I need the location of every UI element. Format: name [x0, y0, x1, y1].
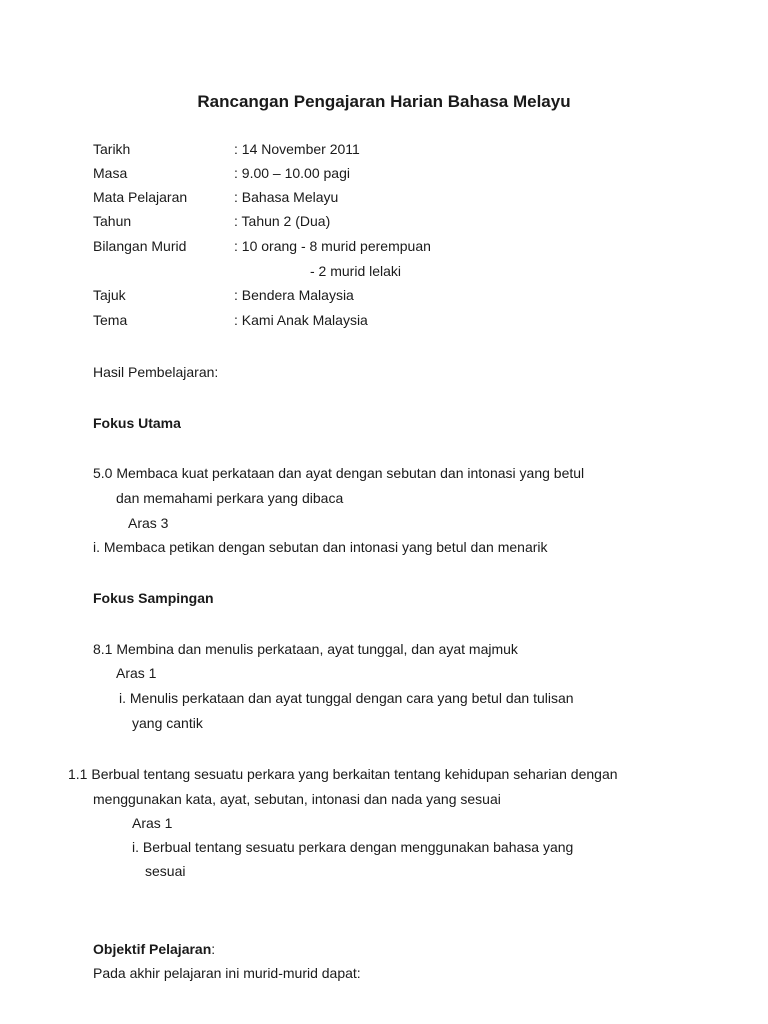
section-11-line2: menggunakan kata, ayat, sebutan, intonasi dan nada yang sesuai — [93, 791, 501, 807]
fokus-utama-line2: dan memahami perkara yang dibaca — [116, 490, 344, 506]
info-value-tema: : Kami Anak Malaysia — [234, 312, 368, 328]
objektif-heading-line — [93, 940, 215, 958]
info-value-murid-lelaki: - 2 murid lelaki — [310, 263, 402, 279]
info-label-tahun: Tahun — [93, 213, 132, 229]
fokus-utama-line1: 5.0 Membaca kuat perkataan dan ayat dengan sebutan dan intonasi yang betul — [93, 465, 585, 481]
info-label-tarikh: Tarikh — [93, 141, 131, 157]
info-value-bilangan-murid: : 10 orang - 8 murid perempuan — [234, 238, 431, 254]
info-value-masa: : 9.00 – 10.00 pagi — [234, 165, 350, 181]
objektif-heading: Objektif Pelajaran — [93, 941, 212, 957]
info-value-mata-pelajaran: : Bahasa Melayu — [234, 189, 339, 205]
hasil-pembelajaran-label: Hasil Pembelajaran: — [93, 364, 219, 380]
section-11-line1: 1.1 Berbual tentang sesuatu perkara yang berkaitan tentang kehidupan seharian dengan — [68, 766, 618, 782]
fokus-sampingan-heading: Fokus Sampingan — [93, 590, 214, 606]
info-label-bilangan-murid: Bilangan Murid — [93, 238, 187, 254]
info-value-tajuk: : Bendera Malaysia — [234, 287, 354, 303]
fokus-sampingan-item1: i. Menulis perkataan dan ayat tunggal dengan cara yang betul dan tulisan — [119, 690, 574, 706]
section-11-item2: sesuai — [145, 863, 186, 879]
info-value-tarikh: : 14 November 2011 — [234, 141, 360, 157]
objektif-colon: : — [211, 941, 216, 957]
info-label-mata-pelajaran: Mata Pelajaran — [93, 189, 188, 205]
info-label-tema: Tema — [93, 312, 128, 328]
info-value-tahun: : Tahun 2 (Dua) — [234, 213, 331, 229]
fokus-sampingan-line1: 8.1 Membina dan menulis perkataan, ayat tunggal, dan ayat majmuk — [93, 641, 518, 657]
section-11-aras: Aras 1 — [132, 815, 173, 831]
info-label-tajuk: Tajuk — [93, 287, 126, 303]
objektif-line: Pada akhir pelajaran ini murid-murid dapat: — [93, 965, 361, 981]
page-title: Rancangan Pengajaran Harian Bahasa Melayu — [197, 92, 571, 111]
fokus-sampingan-aras: Aras 1 — [116, 665, 157, 681]
fokus-utama-item: i. Membaca petikan dengan sebutan dan intonasi yang betul dan menarik — [93, 539, 548, 555]
fokus-utama-heading: Fokus Utama — [93, 415, 181, 431]
section-11-item1: i. Berbual tentang sesuatu perkara dengan menggunakan bahasa yang — [132, 839, 574, 855]
fokus-utama-aras: Aras 3 — [128, 515, 169, 531]
fokus-sampingan-item2: yang cantik — [132, 715, 203, 731]
info-label-masa: Masa — [93, 165, 128, 181]
